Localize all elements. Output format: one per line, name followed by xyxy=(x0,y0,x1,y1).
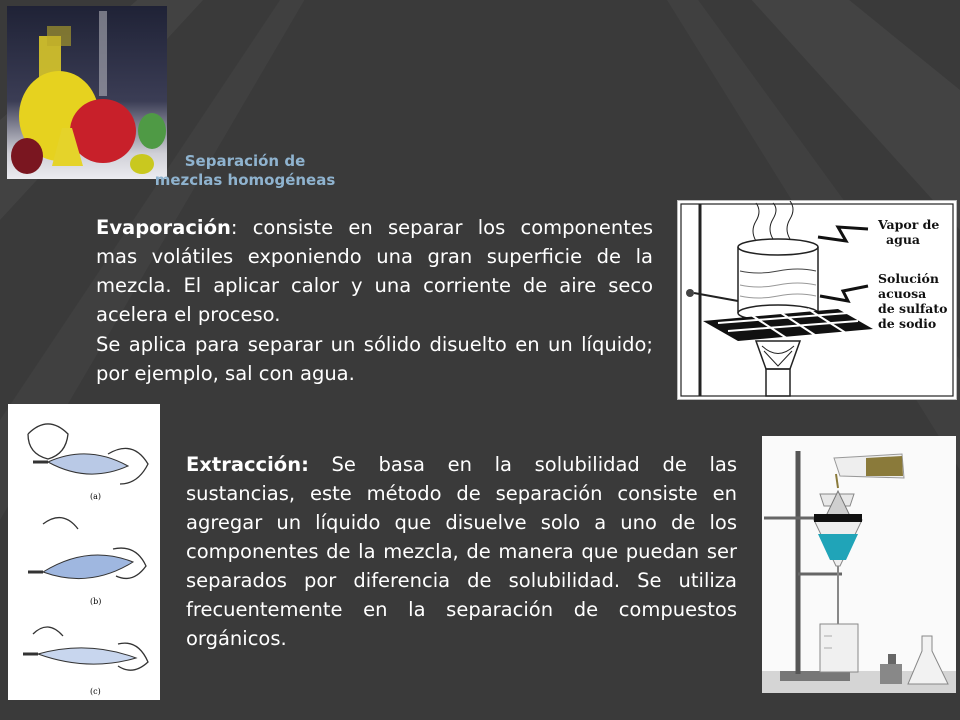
evaporation-text: : consiste en separar los componentes mas volátiles exponiendo una gran superficie de la mezcla. El aplicar calor y una corriente de aire seco acelera el proceso. xyxy=(96,216,653,326)
shaking-funnel-illustration xyxy=(8,404,160,700)
solucion-label-4: de sodio xyxy=(878,316,937,331)
vapor-label-2: agua xyxy=(886,232,921,247)
solucion-label-1: Solución xyxy=(878,271,939,286)
evaporation-term: Evaporación xyxy=(96,216,231,239)
extraction-paragraph xyxy=(186,450,737,653)
evaporation-diagram xyxy=(677,200,957,400)
extraction-term: Extracción: xyxy=(186,453,309,476)
label-c: (c) xyxy=(90,687,101,696)
solucion-label-2: acuosa xyxy=(878,286,927,301)
vapor-label-1: Vapor de xyxy=(878,217,940,232)
subtitle-line-2: mezclas homogéneas xyxy=(154,171,336,189)
solucion-label-3: de sulfato xyxy=(878,301,948,316)
separatory-funnel-photo xyxy=(762,436,956,693)
section-subtitle xyxy=(140,152,350,190)
label-a: (a) xyxy=(90,492,102,501)
label-b: (b) xyxy=(90,597,102,606)
evaporation-paragraph-2: Se aplica para separar un sólido disuelto en un líquido; por ejemplo, sal con agua. xyxy=(96,333,653,385)
extraction-text: Se basa en la solubilidad de las sustancias, este método de separación consiste en agregar un líquido que disuelve solo a uno de los componentes de la mezcla, de manera que puedan ser separados por diferencia de solubilidad. Se utiliza frecuentemente en la separación de compuestos orgánicos. xyxy=(186,453,737,650)
evaporation-paragraph xyxy=(96,213,653,329)
subtitle-line-1: Separación de xyxy=(184,152,306,170)
